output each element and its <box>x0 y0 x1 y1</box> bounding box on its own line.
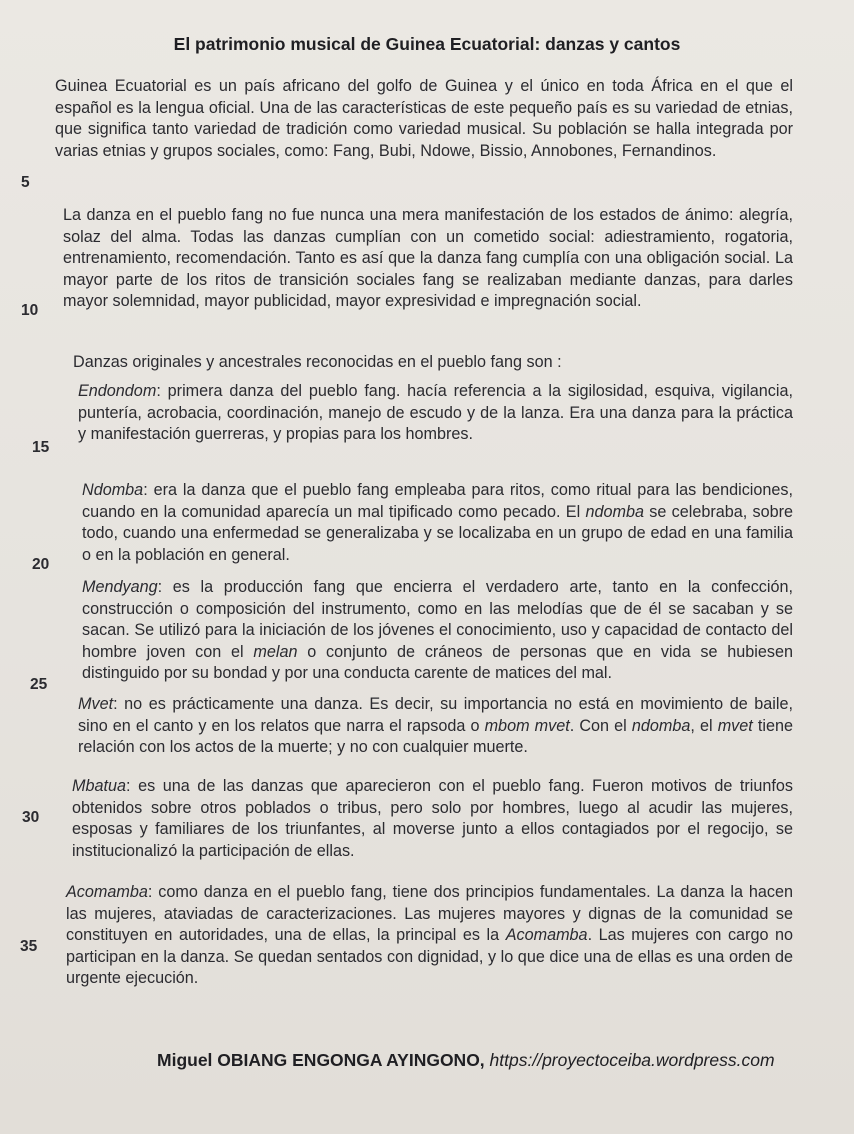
mvet-inline-mbom-mvet: mbom mvet <box>484 716 570 735</box>
paragraph-fang-dance: La danza en el pueblo fang no fue nunca una mera manifestación de los estados de ánimo: alegría, solaz del alma. Todas las danzas cumplían con un cometido social: adiestramiento, rogatoria, entrenamiento, recomendación. Tanto es así que la danza fang cumplía con una obligación social. La mayor parte de los ritos de transición sociales fang se realizaban mediante danzas, para darles mayor solemnidad, mayor publicidad, mayor expresividad e impregnación social. <box>63 206 793 311</box>
ndomba-text-2: se celebraba, sobre todo, cuando una enfermedad se generalizaba y se localizaba en un grupo de edad en una familia o en la población en general. <box>82 502 793 564</box>
signature-author: Miguel OBIANG ENGONGA AYINGONO, <box>157 1050 485 1070</box>
line-number-5: 5 <box>21 174 30 191</box>
document-title: El patrimonio musical de Guinea Ecuatorial: danzas y cantos <box>173 34 681 54</box>
mendyang-text-2: o conjunto de cráneos de personas que en vida se hubiesen distinguido por su bondad y por una conducta carente de matices del mal. <box>82 642 793 683</box>
paragraph-list-intro: Danzas originales y ancestrales reconocidas en el pueblo fang son : <box>73 353 562 371</box>
term-acomamba: Acomamba <box>66 883 148 901</box>
acomamba-inline-term: Acomamba <box>505 926 588 945</box>
term-mendyang: Mendyang <box>82 578 158 596</box>
mbatua-text: : es una de las danzas que aparecieron con el pueblo fang. Fueron motivos de triunfos obtenidos sobre otros poblados o tribus, pero solo por hombres, luego al acudir las mujeres, esposas y familiares de los triunfantes, al moverse junto a ellos contagiados por el regocijo, se institucionalizó la participación de ellas. <box>72 777 793 860</box>
line-number-10: 10 <box>21 302 39 319</box>
paragraph-endondom <box>78 381 793 446</box>
line-number-25: 25 <box>30 676 48 693</box>
ndomba-inline-term: ndomba <box>585 502 644 521</box>
term-endondom: Endondom <box>78 382 157 400</box>
endondom-text: : primera danza del pueblo fang. hacía referencia a la sigilosidad, esquiva, vigilancia, puntería, acrobacia, coordinación, manejo de escudo y de la lanza. Era una danza para la práctica y manifestación guerreras, y propias para los hombres. <box>78 382 793 444</box>
acomamba-text-2: . Las mujeres con cargo no participan en la danza. Se quedan sentados con dignidad, y lo que dice una de ellas es una orden de urgente ejecución. <box>66 926 793 988</box>
paragraph-mvet <box>78 694 793 759</box>
mvet-text-2: . Con el <box>569 716 632 735</box>
mvet-inline-mvet: mvet <box>717 716 753 735</box>
paragraph-acomamba <box>66 882 793 990</box>
line-number-30: 30 <box>22 809 40 826</box>
term-mbatua: Mbatua <box>72 777 126 795</box>
ndomba-text-1: : era la danza que el pueblo fang empleaba para ritos, como ritual para las bendiciones, cuando en la comunidad aparecía un mal tipificado como pecado. El <box>82 481 793 521</box>
paragraph-mbatua <box>72 776 793 862</box>
term-mvet: Mvet <box>78 695 114 713</box>
mvet-text-3: , el <box>690 716 718 735</box>
mvet-text-4: tiene relación con los actos de la muerte; y no con cualquier muerte. <box>78 716 793 757</box>
acomamba-text-1: : como danza en el pueblo fang, tiene dos principios fundamentales. La danza la hacen las mujeres, ataviadas de caracterizaciones. Las mujeres mayores y dignas de la comunidad se constituyen en autoridades, una de ellas, la principal es la <box>66 883 793 945</box>
line-number-20: 20 <box>32 556 50 573</box>
line-number-15: 15 <box>32 439 50 456</box>
paragraph-intro: Guinea Ecuatorial es un país africano del golfo de Guinea y el único en toda África en el que el español es la lengua oficial. Una de las características de este pequeño país es su variedad de etnias, que significa tanto variedad de tradición como variedad musical. Su población se halla integrada por varias etnias y grupos sociales, como: Fang, Bubi, Ndowe, Bissio, Annobones, Fernandinos. <box>55 77 793 160</box>
signature-url[interactable]: https://proyectoceiba.wordpress.com <box>489 1050 775 1070</box>
signature <box>157 1050 775 1071</box>
term-ndomba: Ndomba <box>82 481 144 499</box>
mendyang-text-1: : es la producción fang que encierra el verdadero arte, tanto en la confección, construcción o composición del instrumento, como en las melodías que de él se sacaban y se sacan. Se utilizó para la iniciación de los jóvenes el conocimiento, uso y capacidad de contacto del hombre joven con el <box>82 578 793 661</box>
line-number-35: 35 <box>20 938 38 955</box>
paragraph-ndomba <box>82 480 793 566</box>
mvet-text-1: : no es prácticamente una danza. Es decir, su importancia no está en movimiento de baile, sino en el canto y en los relatos que narra el rapsoda o <box>78 695 793 735</box>
mvet-inline-ndomba: ndomba <box>631 716 691 735</box>
mendyang-inline-term: melan <box>253 642 298 661</box>
paragraph-mendyang <box>82 577 793 685</box>
